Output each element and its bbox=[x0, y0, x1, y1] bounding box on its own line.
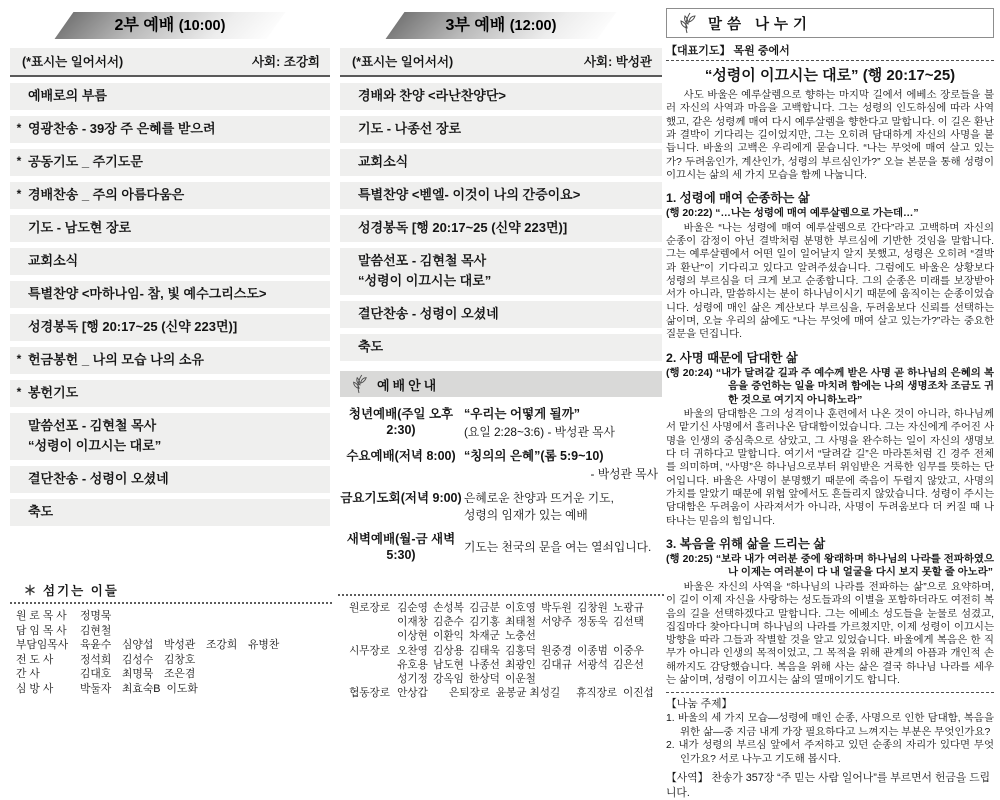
name-cell: 정명묵 bbox=[80, 610, 112, 622]
service3-column bbox=[340, 0, 662, 572]
name-cell: 최효숙B bbox=[122, 682, 161, 695]
servants-row bbox=[10, 653, 332, 668]
section-body: 바울의 담대함은 그의 성격이나 훈련에서 나온 것이 아니라, 하나님께서 맡기신 사명에서 흘러나온 담대함이었습니다. 그는 자신에게 주어진 사명을 인생의 중심축으로 삼았고, 그 사명을 완수하는 일이 자신의 생명보다 더 귀하다고 말합니다. 여기서 “달려갈 길”은 마라톤처럼 긴 경주 전체를 의미하며, “사명”은 하나님으로부터 위임받은 거룩한 임무를 뜻하는 단어입니다. 바울은 사명이 분명했기 때문에 죽음이 두렵지 않았고, 사명의 가치를 알았기 때문에 위협 앞에서도 흔들리지 않았습니다. 성령이 주시는 담대함은 두려움이 사라져서가 아니라, 사명이 두려움보다 더 커질 때 나타나는 믿음의 힘입니다. bbox=[666, 409, 994, 527]
servants-title bbox=[10, 581, 332, 599]
sermon-line-1: 말씀선포 - 김현철 목사 bbox=[358, 253, 487, 268]
star-mark: * bbox=[16, 121, 22, 135]
star-mark: * bbox=[16, 154, 22, 168]
name-cell: 유병찬 bbox=[248, 639, 280, 651]
names-list bbox=[397, 645, 649, 657]
role-label: 휴직장로 bbox=[576, 687, 618, 700]
service-item-row bbox=[340, 248, 662, 295]
name-cell: 이재창 bbox=[397, 616, 428, 629]
service-item-label: 특별찬양 <마하나임- 참, 빛 예수그리스도> bbox=[28, 286, 267, 301]
scripture-verse: (행 20:24) “내가 달려갈 길과 주 예수께 받은 사명 곧 하나님의 은혜의 복음을 증언하는 일을 마치려 함에는 나의 생명조차 조금도 귀한 것으로 여기지 아니하노라” bbox=[666, 367, 994, 406]
stand-note: (*표시는 일어서서) bbox=[22, 55, 124, 69]
service-item-row bbox=[10, 499, 330, 526]
elders-row bbox=[338, 601, 664, 615]
desc-line-1: 기도는 천국의 문을 여는 열쇠입니다. bbox=[464, 540, 652, 555]
name-cell: 김창원 bbox=[577, 602, 608, 614]
name-cell: 김대규 bbox=[541, 658, 572, 671]
name-cell: 조강희 bbox=[206, 639, 238, 651]
name-cell: 최태철 bbox=[505, 616, 536, 629]
service2-header bbox=[64, 12, 276, 39]
service-time: (저녁 9:00) bbox=[400, 491, 462, 506]
worship-info-header bbox=[340, 371, 662, 397]
names-list bbox=[80, 625, 122, 637]
role-label: 전 도 사 bbox=[16, 653, 54, 666]
service2-time: (10:00) bbox=[178, 18, 226, 34]
dashed-divider bbox=[666, 60, 994, 61]
service-desc bbox=[462, 531, 662, 564]
service-item-row bbox=[10, 182, 330, 209]
elders-row bbox=[338, 672, 664, 686]
service-time: (저녁 8:00) bbox=[394, 449, 456, 464]
sermon-line-1: 말씀선포 - 김현철 목사 bbox=[28, 418, 157, 433]
desc-line-1: “칭의의 은혜”(롬 5:9~10) bbox=[464, 449, 604, 464]
name-cell: 김창호 bbox=[164, 653, 196, 666]
service-time: (주일 오후 2:30) bbox=[386, 407, 454, 438]
elders-section bbox=[338, 592, 664, 700]
service-desc bbox=[462, 448, 662, 482]
service-name: 청년예배 bbox=[348, 407, 398, 421]
star-mark: * bbox=[16, 385, 22, 399]
worship-info-title: 예배안내 bbox=[377, 377, 440, 393]
name-cell: 이중우 bbox=[613, 644, 644, 657]
sermon-title: “성령이 이끄시는 대로” (행 20:17~25) bbox=[704, 67, 956, 84]
offering-note: 【사역】 찬송가 357장 “주 믿는 사람 일어나”를 부르면서 헌금을 드립니다. bbox=[666, 772, 991, 800]
service-item-label: 축도 bbox=[358, 339, 384, 354]
name-cell: 한상덕 bbox=[469, 673, 500, 686]
elders-row bbox=[338, 644, 664, 658]
elders-row bbox=[338, 615, 664, 629]
service-item-row bbox=[10, 347, 330, 374]
names-list bbox=[397, 616, 649, 628]
service-desc bbox=[462, 406, 662, 440]
service-name-time bbox=[340, 531, 462, 564]
service2-column bbox=[10, 0, 330, 532]
service-item-label: 성경봉독 [행 20:17~25 (신약 223면)] bbox=[358, 220, 568, 235]
service-item-row bbox=[10, 83, 330, 110]
name-cell: 나종선 bbox=[469, 658, 500, 671]
role-label: 원 로 목 사 bbox=[16, 610, 67, 622]
servants-row bbox=[10, 609, 332, 624]
names-list bbox=[397, 673, 541, 685]
name-cell: 윤봉균 최성길 bbox=[495, 687, 561, 700]
sermon-column bbox=[666, 8, 994, 800]
name-cell: 성기정 bbox=[397, 673, 428, 686]
name-cell: 이운철 bbox=[505, 673, 536, 686]
service-item-row bbox=[10, 466, 330, 493]
service2-title bbox=[64, 12, 276, 40]
name-cell: 조은겸 bbox=[164, 668, 196, 680]
worship-info-row bbox=[340, 448, 662, 482]
name-cell: 김기홍 bbox=[469, 616, 500, 629]
name-cell: 김순영 bbox=[397, 602, 428, 614]
service-item-label: 경배와 찬양 <라난찬양단> bbox=[358, 88, 506, 103]
name-cell: 육윤수 bbox=[80, 639, 112, 651]
section-heading: 2. 사명 때문에 담대한 삶 bbox=[666, 350, 798, 365]
service-name-time bbox=[340, 406, 462, 440]
name-cell: 박두원 bbox=[541, 602, 572, 614]
service-item-label: 기도 - 나종선 장로 bbox=[358, 121, 462, 136]
worship-info-row bbox=[340, 406, 662, 440]
service-name: 수요예배 bbox=[346, 449, 395, 464]
sermon-section-header bbox=[666, 8, 994, 38]
flower-asterisk-icon bbox=[24, 584, 36, 596]
name-cell: 최명묵 bbox=[122, 668, 154, 680]
worship-info-row bbox=[340, 490, 662, 523]
role-label: 담 임 목 사 bbox=[16, 624, 67, 637]
section-heading: 1. 성령에 매여 순종하는 삶 bbox=[666, 191, 810, 206]
dashed-divider bbox=[666, 692, 994, 693]
name-cell: 원중경 bbox=[541, 644, 572, 657]
servants-title-text: 섬기는 이들 bbox=[43, 584, 119, 598]
name-cell: 김현철 bbox=[80, 624, 112, 637]
name-cell: 서양주 bbox=[541, 616, 572, 629]
star-mark: * bbox=[16, 352, 22, 366]
role-label: 부담임목사 bbox=[16, 639, 69, 651]
service-item-row bbox=[340, 215, 662, 242]
name-cell: 이환익 bbox=[433, 630, 464, 643]
name-cell: 이호영 bbox=[505, 602, 536, 614]
service2-title-text: 2부 예배 bbox=[114, 17, 175, 34]
service-item-label: 성경봉독 [행 20:17~25 (신약 223면)] bbox=[28, 319, 238, 334]
service3-mc: 사회: 박성관 bbox=[583, 55, 652, 69]
service3-title-text: 3부 예배 bbox=[445, 17, 506, 34]
name-cell: 박성관 bbox=[164, 639, 196, 651]
elders-last-row bbox=[338, 686, 664, 700]
dotted-divider bbox=[10, 602, 332, 604]
section-body: 바울은 “나는 성령에 매여 예루살렘으로 간다”라고 고백하며 자신의 순종이 감정이 아닌 결박처럼 분명한 부르심에 기반한 것임을 말합니다. 그는 예루살렘에서 어떤 일이 일어날지 알지 못했고, 성령은 오히려 “결박과 환난”이 기다리고 있다고 알려주셨습니다. 그럼에도 바울은 상황보다 성령의 부르심을 더 크게 보고 순종합니다. 그의 순종은 미래를 보장받아서가 아니라, 말씀하시는 분이 하나님이시기 때문에 움직이는 순종이었습니다. 성령에 매인 삶은 계산보다 부르심을, 두려움보다 신뢰를 선택하는 삶이며, 오늘 우리의 삶에도 “나는 무엇에 매여 살고 있는가?”라는 중요한 질문을 던집니다. bbox=[666, 222, 994, 341]
service-time: (월-금 새벽 5:30) bbox=[386, 532, 456, 563]
desc-line-1: “우리는 어떻게 될까” bbox=[464, 407, 581, 421]
representative-prayer: 【대표기도】 목원 중에서 bbox=[666, 45, 790, 57]
name-cell: 김홍덕 bbox=[505, 644, 536, 657]
role-label: 심 방 사 bbox=[16, 682, 54, 695]
service-item-row bbox=[10, 248, 330, 275]
role-label: 시무장로 bbox=[349, 644, 390, 657]
service3-time: (12:00) bbox=[509, 18, 557, 34]
name-cell: 서광석 bbox=[577, 658, 608, 671]
service-desc bbox=[462, 490, 662, 523]
names-list bbox=[80, 654, 206, 666]
section-heading: 3. 복음을 위해 삶을 드리는 삶 bbox=[666, 536, 826, 551]
service-item-label: 기도 - 남도현 장로 bbox=[28, 220, 132, 235]
service-item-row bbox=[10, 413, 330, 460]
service-item-label: 예배로의 부름 bbox=[28, 88, 107, 103]
service-name-time bbox=[340, 448, 462, 482]
sharing-topic-item: 2. 내가 성령의 부르심 앞에서 주저하고 있던 순종의 자리가 있다면 무엇인가요? 서로 나누고 기도해 봅시다. bbox=[666, 740, 994, 765]
sermon-line-2: “성령이 이끄시는 대로” bbox=[358, 273, 492, 288]
service-item-row bbox=[10, 281, 330, 308]
service-item-row bbox=[10, 380, 330, 407]
servants-row bbox=[10, 624, 332, 639]
service-item-row bbox=[340, 116, 662, 143]
service-item-row bbox=[10, 215, 330, 242]
name-cell: 이종범 bbox=[577, 644, 608, 657]
desc-line-2: 성령의 임재가 있는 예배 bbox=[464, 507, 588, 522]
service-item-row bbox=[340, 334, 662, 361]
name-cell: 김상용 bbox=[433, 644, 464, 657]
service-item-label: 헌금봉헌 _ 나의 모습 나의 소유 bbox=[28, 352, 204, 367]
service-item-label: 봉헌기도 bbox=[28, 385, 79, 400]
section-body: 바울은 자신의 사역을 “하나님의 나라를 전파하는 삶”으로 요약하며, 이 길이 이제 자신을 사랑하는 성도들과의 이별을 포함하더라도 여전히 복음의 길을 선택하겠다고 말합니다. 그는 에베소 성도들을 눈물로 섬겼고, 집집마다 찾아다니며 하나님의 나라를 가르쳤지만, 이제 성령이 이끄시는 방향을 따라 그들과 작별할 것을 알고 있었습니다. 바울에게 복음은 한 직무가 아니라 인생의 목적이었고, 그 목적을 위해 관계의 아픔과 개인적 손해까지도 감당했습니다. 복음을 위해 사는 삶은 결국 하나님 나라를 세우는 삶이며, 성령이 이끄시는 삶의 열매이기도 합니다. bbox=[666, 581, 994, 687]
name-cell: 오찬영 bbox=[397, 644, 428, 657]
elders-row bbox=[338, 629, 664, 643]
service2-note-row bbox=[10, 48, 330, 77]
scripture-verse: (행 20:25) “보라 내가 여러분 중에 왕래하며 하나님의 나라를 전파하였으나 이제는 여러분이 다 내 얼굴을 다시 보지 못할 줄 아노라” bbox=[666, 553, 994, 579]
sermon-section-title: 말씀 나누기 bbox=[708, 16, 813, 33]
scripture-verse: (행 20:22) “…나는 성령에 매여 예루살렘으로 가는데…” bbox=[666, 208, 919, 220]
service-item-label: 영광찬송 - 39장 주 은혜를 받으려 bbox=[28, 121, 216, 136]
service-item-label: 교회소식 bbox=[358, 154, 409, 169]
name-cell: 이상현 bbox=[397, 630, 428, 643]
name-cell: 박둘자 bbox=[80, 682, 112, 695]
service-item-label: 공동기도 _ 주기도문 bbox=[28, 154, 143, 169]
leaf-branch-icon bbox=[350, 374, 368, 394]
name-cell: 정동욱 bbox=[577, 616, 608, 629]
name-cell: 김성수 bbox=[122, 653, 154, 666]
name-cell: 이도화 bbox=[166, 682, 198, 695]
name-cell: 노광규 bbox=[613, 602, 644, 614]
service3-title bbox=[395, 12, 607, 40]
name-cell: 정석희 bbox=[80, 653, 112, 666]
service-item-row bbox=[340, 149, 662, 176]
sermon-intro: 사도 바울은 예루살렘으로 향하는 마지막 길에서 에베소 장로들을 불러 자신의 사역과 마음을 고백합니다. 그는 성령의 인도하심에 따라 사역했고, 같은 성령께 매여 다시 예루살렘을 향한다고 말합니다. 이 길은 환난과 결박이 기다리는 길이었지만, 그는 오히려 담대하게 자신의 사명을 붙듭니다. 바울의 고백은 우리에게 묻습니다. “나는 무엇에 매여 살고 있는가? 두려움인가, 계산인가, 성령의 부르심인가?” 오늘 본문을 통해 성령이 이끄시는 삶의 세 가지 모습을 함께 나눕니다. bbox=[666, 90, 994, 181]
service-name: 새벽예배 bbox=[346, 532, 396, 547]
service-name: 금요기도회 bbox=[340, 491, 401, 506]
role-label: 간 사 bbox=[16, 668, 40, 680]
worship-info-row bbox=[340, 531, 662, 564]
servants-section bbox=[10, 581, 332, 696]
service3-note-row bbox=[340, 48, 662, 77]
role-label: 은퇴장로 bbox=[449, 687, 490, 700]
name-cell: 노충선 bbox=[505, 630, 536, 643]
service2-mc: 사회: 조강희 bbox=[251, 55, 320, 69]
service3-header bbox=[395, 12, 607, 39]
service-item-label bbox=[28, 418, 324, 454]
servants-row bbox=[10, 667, 332, 682]
service-item-row bbox=[340, 301, 662, 328]
desc-line-2: - 박성관 목사 bbox=[590, 466, 658, 481]
leaf-branch-icon bbox=[677, 12, 697, 34]
stand-note: (*표시는 일어서서) bbox=[352, 55, 454, 69]
service-item-row bbox=[10, 116, 330, 143]
desc-line-1: 은혜로운 찬양과 뜨거운 기도, bbox=[464, 491, 614, 506]
name-cell: 김태욱 bbox=[469, 644, 500, 657]
name-cell: 김선택 bbox=[613, 616, 644, 629]
elders-row bbox=[338, 658, 664, 672]
service-item-row bbox=[10, 149, 330, 176]
dotted-divider bbox=[338, 594, 664, 596]
servants-row bbox=[10, 682, 332, 697]
service-item-label: 경배찬송 _ 주의 아름다움은 bbox=[28, 187, 185, 202]
name-cell: 차재군 bbox=[469, 630, 500, 643]
service-item-row bbox=[340, 182, 662, 209]
service-item-label: 교회소식 bbox=[28, 253, 79, 268]
name-cell: 안상갑 bbox=[397, 687, 428, 700]
name-cell: 손성복 bbox=[433, 602, 464, 614]
sharing-topics-title: 【나눔 주제】 bbox=[666, 698, 733, 711]
names-list bbox=[397, 630, 541, 642]
service-item-row bbox=[340, 83, 662, 110]
sharing-topic-item: 1. 바울의 세 가지 모습—성령에 매인 순종, 사명으로 인한 담대함, 복음을 위한 삶—중 지금 내게 가장 필요하다고 느껴지는 부분은 무엇인가요? bbox=[666, 713, 994, 738]
name-cell: 김금분 bbox=[469, 602, 500, 614]
service-item-label: 결단찬송 - 성령이 오셨네 bbox=[28, 471, 169, 486]
name-cell: 강옥임 bbox=[433, 673, 464, 686]
name-cell: 남도현 bbox=[433, 658, 464, 671]
role-label: 협동장로 bbox=[349, 687, 390, 700]
names-list bbox=[80, 668, 206, 680]
name-cell: 심양섭 bbox=[122, 639, 154, 651]
names-list bbox=[80, 683, 209, 695]
servants-row bbox=[10, 638, 332, 653]
name-cell: 최광인 bbox=[505, 658, 536, 671]
names-list bbox=[80, 639, 290, 651]
names-list bbox=[397, 602, 649, 614]
service-item-label: 축도 bbox=[28, 504, 54, 519]
sermon-line-2: “성령이 이끄시는 대로” bbox=[28, 438, 162, 453]
service-item-row bbox=[10, 314, 330, 341]
role-label: 원로장로 bbox=[349, 602, 390, 614]
names-list bbox=[397, 659, 649, 671]
name-cell: 김대호 bbox=[80, 668, 112, 680]
service-item-label: 결단찬송 - 성령이 오셨네 bbox=[358, 306, 499, 321]
name-cell: 김춘수 bbox=[433, 616, 464, 629]
service-item-label bbox=[358, 253, 656, 289]
name-cell: 김은선 bbox=[613, 658, 644, 671]
star-mark: * bbox=[16, 187, 22, 201]
name-cell: 이진섭 bbox=[623, 687, 654, 700]
name-cell: 유호용 bbox=[397, 658, 428, 671]
names-list bbox=[80, 610, 122, 622]
service-item-label: 특별찬양 <벧엘- 이것이 나의 간증이요> bbox=[358, 187, 581, 202]
service-name-time bbox=[340, 490, 462, 523]
desc-line-2: (요일 2:28~3:6) - 박성관 목사 bbox=[464, 424, 615, 439]
